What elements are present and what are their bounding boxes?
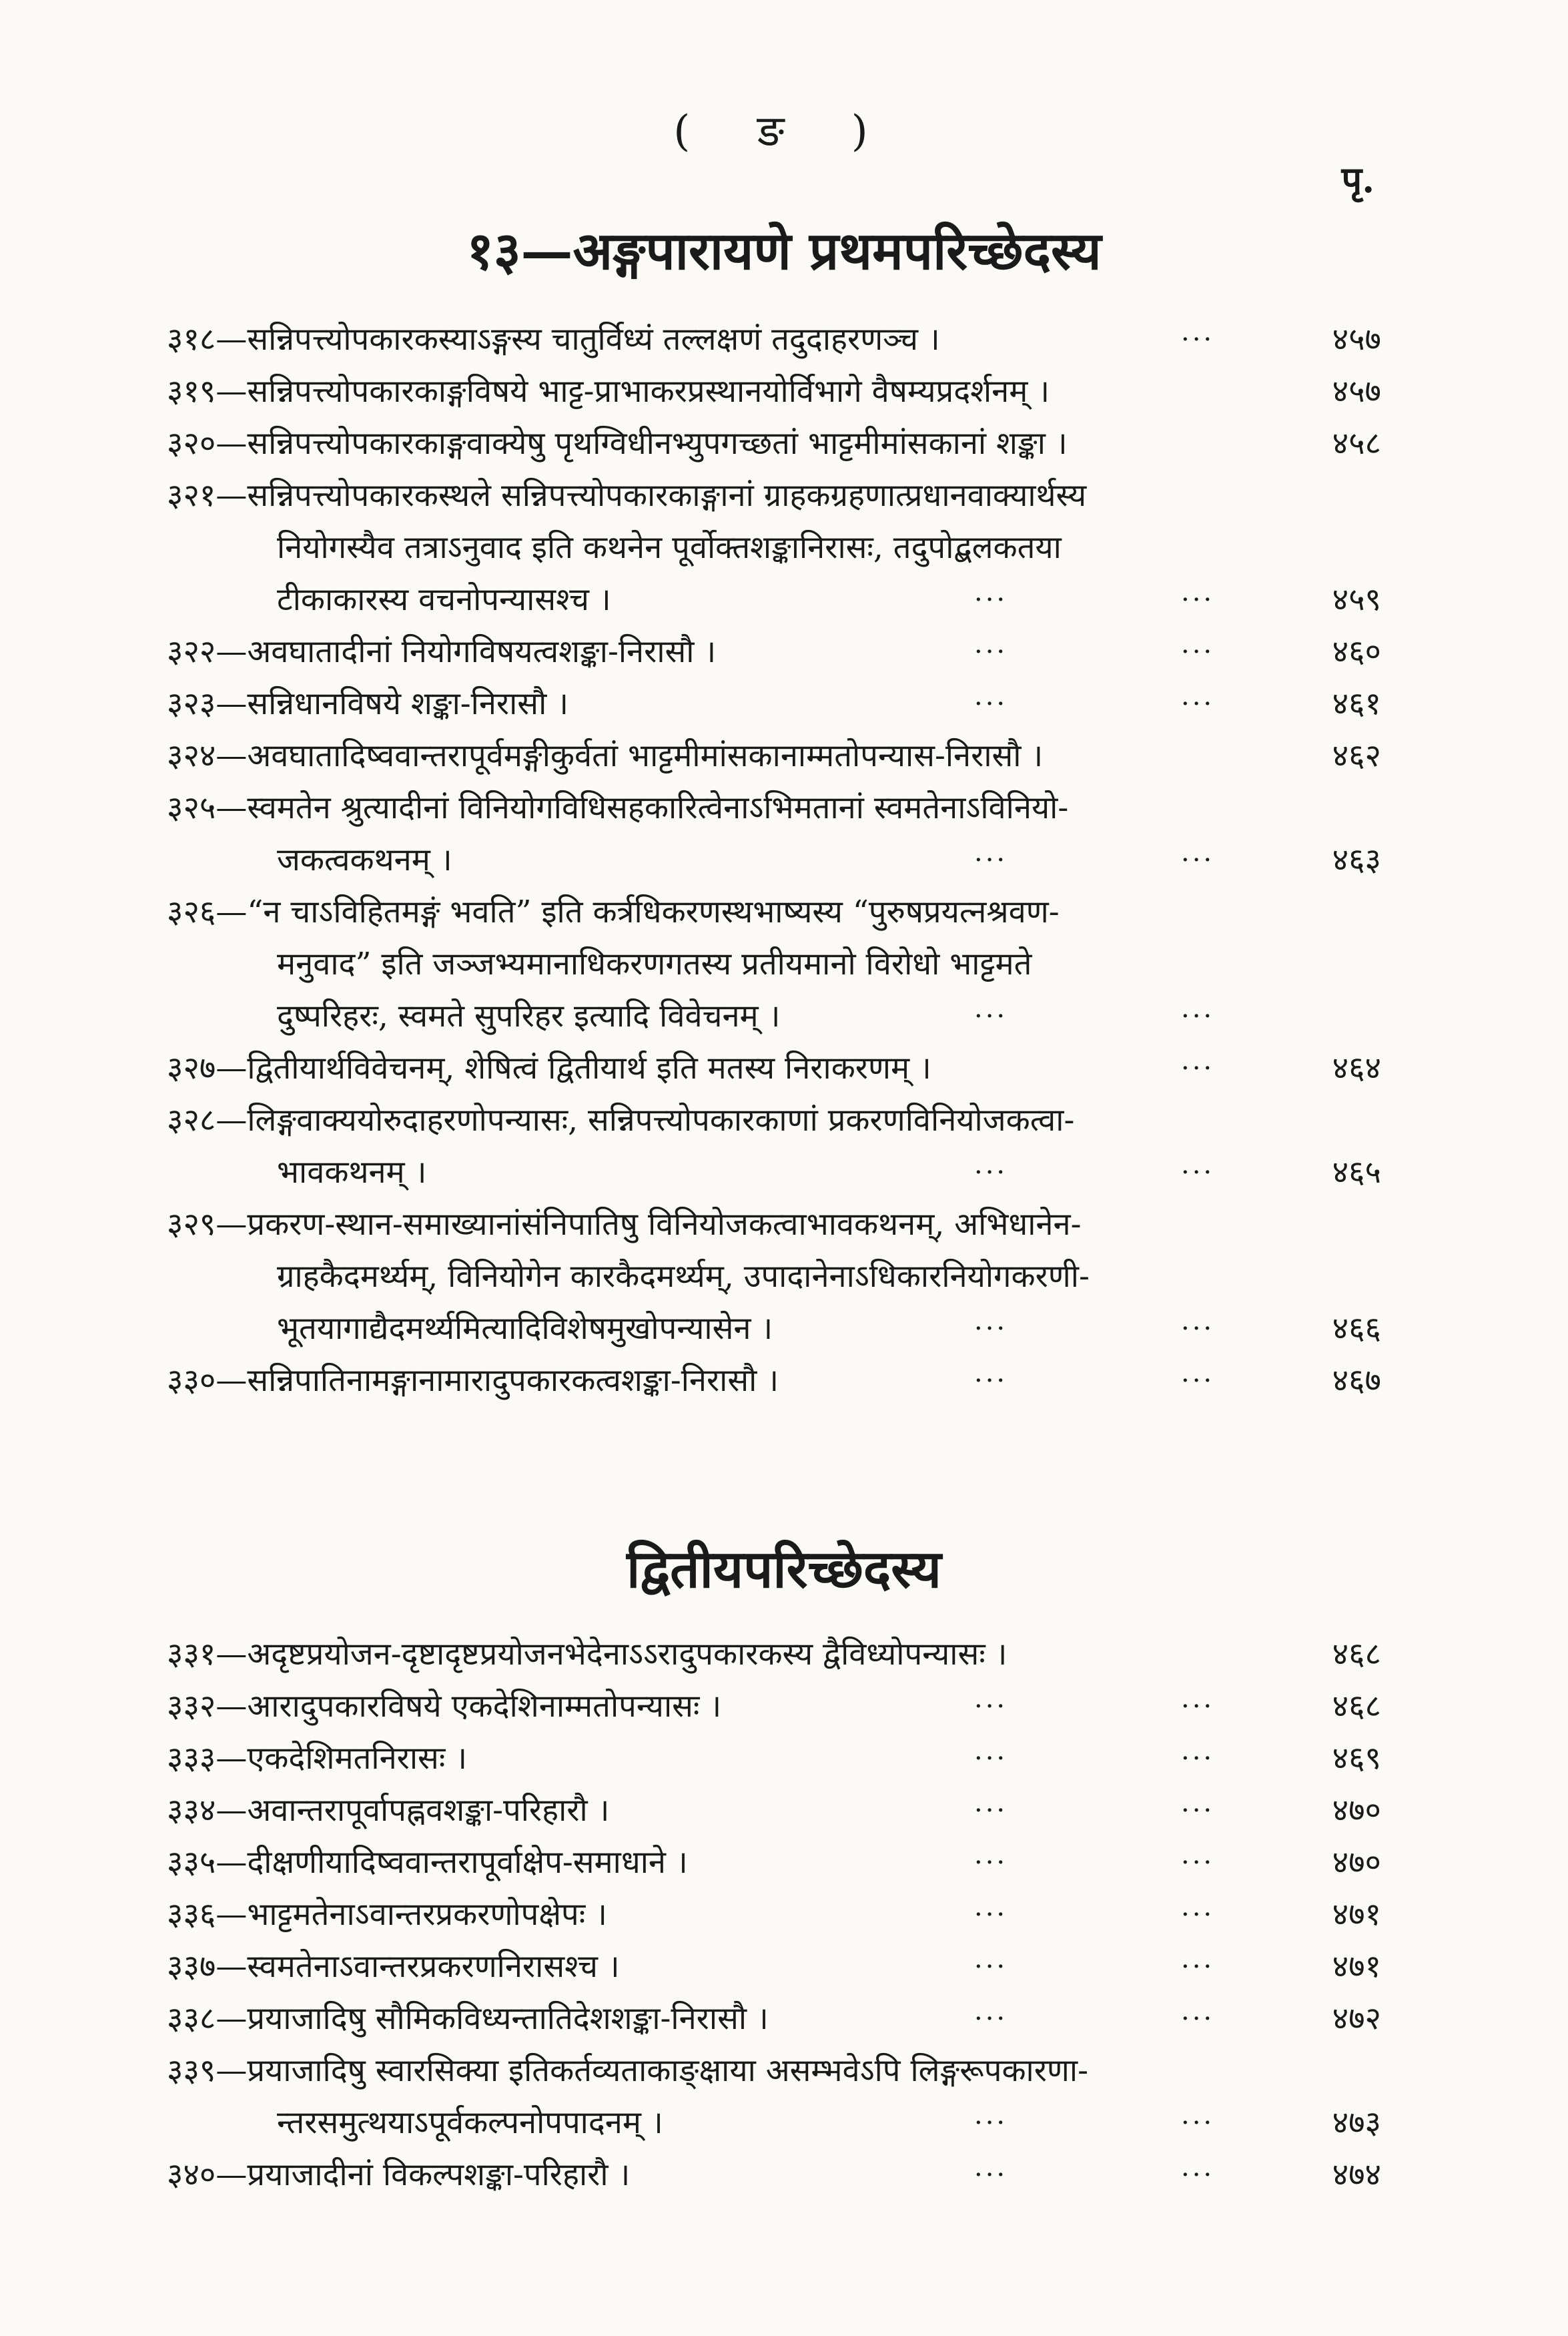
toc-entry — [167, 1355, 1381, 1407]
leader-dots: ··· — [1181, 324, 1215, 355]
toc-entry-continuation: नियोगस्यैव तत्राऽनुवाद इति कथनेन पूर्वोक्तशङ्कानिरासः, तदुपोद्बलकतया — [277, 529, 1062, 566]
toc-entry — [167, 2045, 1381, 2149]
page-column-label: पृ. — [1341, 158, 1375, 201]
leader-dots: ··· — [1181, 1157, 1215, 1188]
page-number: ४६७ — [1332, 1362, 1381, 1399]
toc-entry-text: ३३८—प्रयाजादिषु सौमिकविध्यन्तातिदेशशङ्का-निरासौ । — [167, 2000, 769, 2037]
page-number: ४६६ — [1332, 1310, 1381, 1347]
leader-dots: ··· — [974, 1795, 1008, 1826]
toc-entry-text: ३४०—प्रयाजादीनां विकल्पशङ्का-परिहारौ । — [167, 2156, 631, 2193]
leader-dots: ··· — [974, 2160, 1008, 2191]
page-number: ४६४ — [1332, 1050, 1381, 1087]
leader-dots: ··· — [1181, 1366, 1215, 1396]
toc-entry — [167, 1993, 1381, 2045]
toc-entry — [167, 730, 1381, 782]
toc-entry — [167, 886, 1381, 1043]
leader-dots: ··· — [1181, 1795, 1215, 1826]
toc-entry — [167, 1629, 1381, 1681]
toc-entry — [167, 1837, 1381, 1889]
toc-entry-continuation: न्तरसमुत्थयाऽपूर्वकल्पनोपपादनम् । — [277, 2104, 663, 2141]
toc-entry-continuation: दुष्परिहरः, स्वमते सुपरिहर इत्यादि विवेचनम् । — [277, 998, 781, 1035]
page-number: ४६८ — [1332, 1688, 1381, 1725]
toc-entry-continuation: ग्राहकैदमर्थ्यम्, विनियोगेन कारकैदमर्थ्यम्, उपादानेनाऽधिकारनियोगकरणी- — [277, 1258, 1090, 1295]
toc-entry-continuation: भावकथनम् । — [277, 1154, 427, 1191]
leader-dots: ··· — [1181, 2004, 1215, 2034]
leader-dots: ··· — [1181, 1847, 1215, 1878]
toc-entry-text: ३२९—प्रकरण-स्थान-समाख्यानांसंनिपातिषु विनियोजकत्वाभावकथनम्, अभिधानेन- — [167, 1206, 1082, 1243]
leader-dots: ··· — [974, 585, 1008, 615]
toc-entry — [167, 1785, 1381, 1837]
section2-entries — [167, 1629, 1381, 2201]
toc-entry — [167, 366, 1381, 418]
leader-dots: ··· — [974, 2108, 1008, 2138]
leader-dots: ··· — [1181, 585, 1215, 615]
toc-entry-text: ३३६—भाट्टमतेनाऽवान्तरप्रकरणोपक्षेपः । — [167, 1896, 607, 1933]
toc-entry — [167, 1941, 1381, 1993]
toc-entry-continuation: मनुवाद” इति जञ्जभ्यमानाधिकरणगतस्य प्रतीयमानो विरोधो भाट्टमते — [277, 946, 1032, 982]
toc-entry — [167, 626, 1381, 678]
leader-dots: ··· — [1181, 2108, 1215, 2138]
page-number: ४७३ — [1332, 2104, 1381, 2141]
toc-entry-text: ३३५—दीक्षणीयादिष्ववान्तरापूर्वाक्षेप-समाधाने । — [167, 1844, 688, 1881]
page-number: ४७१ — [1332, 1896, 1381, 1933]
leader-dots: ··· — [974, 1157, 1008, 1188]
toc-entry — [167, 1199, 1381, 1355]
leader-dots: ··· — [974, 1743, 1008, 1774]
page-number: ४६१ — [1332, 685, 1381, 722]
toc-entry-text: ३३०—सन्निपातिनामङ्गानामारादुपकारकत्वशङ्का-निरासौ । — [167, 1362, 779, 1399]
section2-title: द्वितीयपरिच्छेदस्य — [627, 1539, 941, 1600]
page-number: ४६५ — [1332, 1154, 1381, 1191]
page-number: ४७० — [1332, 1844, 1381, 1881]
toc-entry-text: ३३३—एकदेशिमतनिरासः । — [167, 1740, 468, 1777]
leader-dots: ··· — [1181, 1313, 1215, 1344]
toc-entry — [167, 1889, 1381, 1941]
toc-entry — [167, 418, 1381, 470]
leader-dots: ··· — [1181, 1900, 1215, 1930]
toc-entry — [167, 1681, 1381, 1733]
toc-entry-text: ३३७—स्वमतेनाऽवान्तरप्रकरणनिरासश्च । — [167, 1948, 620, 1985]
page-number: ४६२ — [1332, 738, 1381, 774]
page-marker: ( ङ ) — [673, 107, 895, 156]
section1-title: १३—अङ्गपारायणे प्रथमपरिच्छेदस्य — [466, 221, 1102, 282]
leader-dots: ··· — [974, 637, 1008, 667]
leader-dots: ··· — [974, 1691, 1008, 1722]
leader-dots: ··· — [1181, 1691, 1215, 1722]
leader-dots: ··· — [974, 1847, 1008, 1878]
toc-entry — [167, 1043, 1381, 1095]
toc-entry-text: ३२६—“न चाऽविहितमङ्गं भवति” इति कर्त्रधिकरणस्थभाष्यस्य “पुरुषप्रयत्नश्रवण- — [167, 894, 1060, 930]
page-number: ४७१ — [1332, 1948, 1381, 1985]
leader-dots: ··· — [1181, 689, 1215, 719]
toc-entry — [167, 782, 1381, 886]
page-number: ४६९ — [1332, 1740, 1381, 1777]
leader-dots: ··· — [974, 845, 1008, 876]
page-number: ४५९ — [1332, 581, 1381, 618]
leader-dots: ··· — [974, 1366, 1008, 1396]
leader-dots: ··· — [1181, 1001, 1215, 1032]
leader-dots: ··· — [1181, 637, 1215, 667]
leader-dots: ··· — [974, 1001, 1008, 1032]
leader-dots: ··· — [1181, 2160, 1215, 2191]
toc-entry — [167, 314, 1381, 366]
page-number: ४७४ — [1332, 2156, 1381, 2193]
toc-entry — [167, 1733, 1381, 1785]
toc-entry-text: ३२४—अवघातादिष्ववान्तरापूर्वमङ्गीकुर्वतां भाट्टमीमांसकानाम्मतोपन्यास-निरासौ । — [167, 738, 1044, 774]
page-number: ४५८ — [1332, 425, 1381, 462]
toc-entry-text: ३२३—सन्निधानविषये शङ्का-निरासौ । — [167, 685, 569, 722]
toc-entry-text: ३३१—अदृष्टप्रयोजन-दृष्टादृष्टप्रयोजनभेदेनाऽऽरादुपकारकस्य द्वैविध्योपन्यासः । — [167, 1636, 1008, 1673]
toc-entry-continuation: भूतयागाद्यैदमर्थ्यमित्यादिविशेषमुखोपन्यासेन । — [277, 1310, 773, 1347]
toc-entry-text: ३२२—अवघातादीनां नियोगविषयत्वशङ्का-निरासौ । — [167, 633, 717, 670]
toc-entry-text: ३१९—सन्निपत्त्योपकारकाङ्गविषये भाट्ट-प्राभाकरप्रस्थानयोर्विभागे वैषम्यप्रदर्शनम् । — [167, 373, 1050, 410]
leader-dots: ··· — [1181, 1743, 1215, 1774]
leader-dots: ··· — [1181, 845, 1215, 876]
toc-entry-text: ३३४—अवान्तरापूर्वापह्नवशङ्का-परिहारौ । — [167, 1792, 610, 1829]
page-number: ४७२ — [1332, 2000, 1381, 2037]
leader-dots: ··· — [974, 1313, 1008, 1344]
page-number: ४५७ — [1332, 373, 1381, 410]
toc-entry-text: ३२१—सन्निपत्त्योपकारकस्थले सन्निपत्त्योपकारकाङ्गानां ग्राहकग्रहणात्प्रधानवाक्यार्थस्य — [167, 477, 1087, 514]
leader-dots: ··· — [1181, 1053, 1215, 1084]
page-number: ४६० — [1332, 633, 1381, 670]
leader-dots: ··· — [1181, 1952, 1215, 1982]
toc-entry-text: ३२७—द्वितीयार्थविवेचनम्, शेषित्वं द्वितीयार्थ इति मतस्य निराकरणम् । — [167, 1050, 931, 1087]
page-number: ४६८ — [1332, 1636, 1381, 1673]
toc-entry-text: ३३९—प्रयाजादिषु स्वारसिक्या इतिकर्तव्यताकाङ्क्षाया असम्भवेऽपि लिङ्गरूपकारणा- — [167, 2052, 1088, 2089]
toc-entry-text: ३३२—आरादुपकारविषये एकदेशिनाम्मतोपन्यासः । — [167, 1688, 722, 1725]
toc-entry-continuation: जकत्वकथनम् । — [277, 842, 452, 878]
toc-entry — [167, 1095, 1381, 1199]
leader-dots: ··· — [974, 2004, 1008, 2034]
toc-entry-continuation: टीकाकारस्य वचनोपन्यासश्च । — [277, 581, 611, 618]
section1-entries — [167, 314, 1381, 1407]
page-number: ४६३ — [1332, 842, 1381, 878]
toc-entry — [167, 2149, 1381, 2201]
page-number: ४५७ — [1332, 321, 1381, 358]
toc-entry — [167, 470, 1381, 626]
leader-dots: ··· — [974, 1900, 1008, 1930]
toc-entry-text: ३२८—लिङ्गवाक्ययोरुदाहरणोपन्यासः, सन्निपत्त्योपकारकाणां प्रकरणविनियोजकत्वा- — [167, 1102, 1075, 1139]
page-number: ४७० — [1332, 1792, 1381, 1829]
toc-entry-text: ३१८—सन्निपत्त्योपकारकस्याऽङ्गस्य चातुर्विध्यं तल्लक्षणं तदुदाहरणञ्च । — [167, 321, 940, 358]
toc-entry-text: ३२०—सन्निपत्त्योपकारकाङ्गवाक्येषु पृथग्विधीनभ्युपगच्छतां भाट्टमीमांसकानां शङ्का । — [167, 425, 1068, 462]
leader-dots: ··· — [974, 1952, 1008, 1982]
toc-entry — [167, 678, 1381, 730]
toc-entry-text: ३२५—स्वमतेन श्रुत्यादीनां विनियोगविधिसहकारित्वेनाऽभिमतानां स्वमतेनाऽविनियो- — [167, 790, 1069, 826]
leader-dots: ··· — [974, 689, 1008, 719]
